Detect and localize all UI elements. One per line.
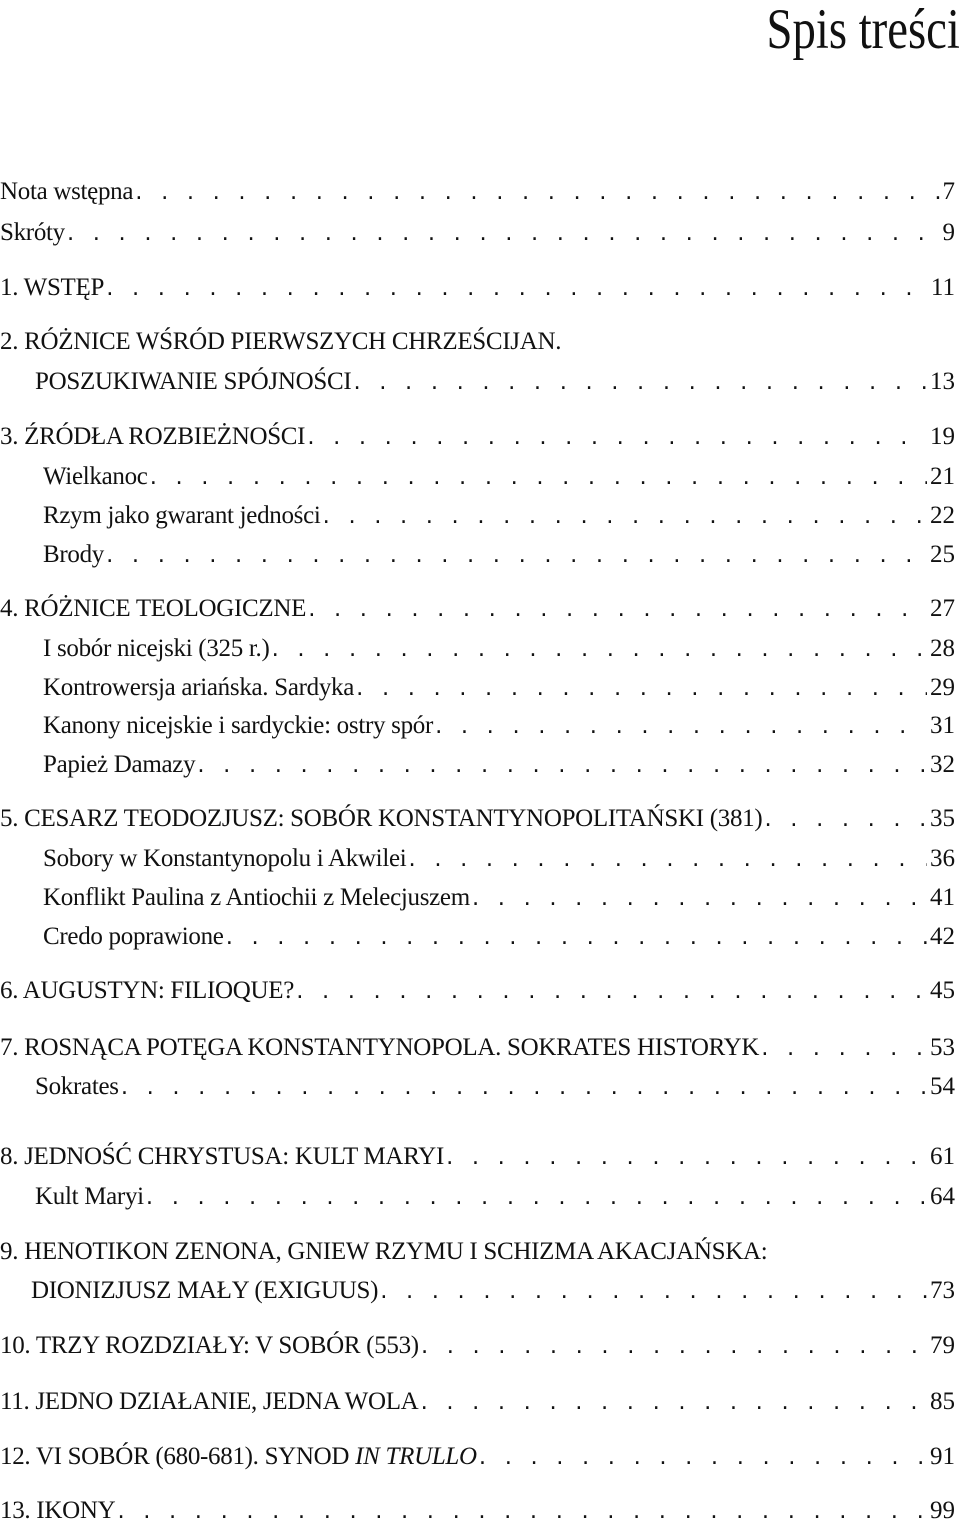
toc-page-number: 31: [930, 712, 955, 739]
toc-page-number: 64: [930, 1183, 955, 1210]
toc-entry-title: Papież Damazy: [43, 751, 196, 778]
toc-entry-title: Sobory w Konstantynopolu i Akwilei: [43, 845, 407, 872]
toc-entry-title: 10. TRZY ROZDZIAŁY: V SOBÓR (553): [0, 1332, 419, 1359]
toc-subentry-credo[interactable]: [43, 920, 955, 954]
toc-entry-skroty[interactable]: [0, 216, 955, 250]
toc-page-number: 45: [930, 977, 955, 1004]
toc-page-number: 35: [930, 805, 955, 832]
toc-subentry-sokrates[interactable]: [35, 1070, 955, 1104]
toc-entry-title: 2. RÓŻNICE WŚRÓD PIERWSZYCH CHRZEŚCIJAN.: [0, 328, 562, 355]
dot-leader: [65, 216, 940, 251]
toc-entry-title: DIONIZJUSZ MAŁY (EXIGUUS): [31, 1277, 379, 1304]
toc-entry-chapter-7[interactable]: [0, 1031, 955, 1065]
dot-leader: [133, 175, 939, 210]
toc-subentry-konflikt[interactable]: [43, 881, 955, 915]
toc-page-number: 13: [930, 368, 955, 395]
page-title: Spis treści: [766, 0, 960, 61]
toc-entry-title: Kontrowersja ariańska. Sardyka: [43, 674, 355, 701]
toc-entry-title: Nota wstępna: [0, 178, 134, 205]
dot-leader: [470, 881, 927, 916]
toc-entry-chapter-9-line-2[interactable]: [31, 1274, 955, 1308]
toc-entry-title: 9. HENOTIKON ZENONA, GNIEW RZYMU I SCHIZMA AKACJAŃSKA:: [0, 1238, 768, 1265]
dot-leader: [321, 499, 927, 534]
toc-entry-title: 3. ŹRÓDŁA ROZBIEŻNOŚCI: [0, 423, 306, 450]
toc-page-number: 19: [930, 423, 955, 450]
toc-entry-title: 1. WSTĘP: [0, 274, 105, 301]
toc-entry-chapter-5[interactable]: [0, 802, 955, 836]
toc-page-number: 73: [930, 1277, 955, 1304]
dot-leader: [270, 632, 928, 667]
toc-entry-title: 8. JEDNOŚĆ CHRYSTUSA: KULT MARYI: [0, 1143, 444, 1170]
toc-subentry-nicejski[interactable]: [43, 632, 955, 666]
toc-entry-title: Konflikt Paulina z Antiochii z Melecjuszem: [43, 884, 470, 911]
toc-entry-nota[interactable]: [0, 175, 955, 209]
toc-entry-chapter-8[interactable]: [0, 1140, 955, 1174]
toc-page-number: 28: [930, 635, 955, 662]
toc-entry-title: 12. VI SOBÓR (680-681). SYNOD IN TRULLO: [0, 1443, 477, 1470]
toc-entry-title: 7. ROSNĄCA POTĘGA KONSTANTYNOPOLA. SOKRATES HISTORYK: [0, 1034, 760, 1061]
dot-leader: [477, 1440, 927, 1475]
toc-page-number: 27: [930, 595, 955, 622]
toc-entry-title: Kanony nicejskie i sardyckie: ostry spór: [43, 712, 433, 739]
toc-page-number: 25: [930, 541, 955, 568]
toc-page-number: 41: [930, 884, 955, 911]
dot-leader: [119, 1070, 927, 1105]
dot-leader: [195, 748, 927, 783]
toc-entry-title: 4. RÓŻNICE TEOLOGICZNE: [0, 595, 307, 622]
toc-entry-chapter-12[interactable]: [0, 1440, 955, 1474]
italic-title: IN TRULLO: [355, 1443, 477, 1470]
toc-page-number: 79: [930, 1332, 955, 1359]
toc-subentry-brody[interactable]: [43, 538, 955, 572]
toc-subentry-kult-maryi[interactable]: [35, 1180, 955, 1214]
dot-leader: [762, 802, 927, 837]
toc-entry-title: Kult Maryi: [35, 1183, 144, 1210]
toc-subentry-wielkanoc[interactable]: [43, 460, 955, 494]
dot-leader: [144, 1180, 927, 1215]
dot-leader: [104, 271, 928, 306]
toc-entry-chapter-13[interactable]: [0, 1494, 955, 1528]
dot-leader: [224, 920, 927, 955]
toc-page-number: 22: [930, 502, 955, 529]
dot-leader: [306, 592, 927, 627]
dot-leader: [305, 420, 927, 455]
toc-page-number: 54: [930, 1073, 955, 1100]
dot-leader: [759, 1031, 927, 1066]
toc-subentry-arianska[interactable]: [43, 671, 955, 705]
toc-entry-chapter-9-line-1[interactable]: [0, 1235, 955, 1269]
dot-leader: [115, 1494, 927, 1529]
toc-page-number: 21: [930, 463, 955, 490]
toc-entry-chapter-10[interactable]: [0, 1329, 955, 1363]
toc-page-number: 61: [930, 1143, 955, 1170]
toc-page-number: 36: [930, 845, 955, 872]
toc-entry-title: POSZUKIWANIE SPÓJNOŚCI: [35, 368, 352, 395]
toc-entry-title: Skróty: [0, 219, 65, 246]
dot-leader: [419, 1329, 927, 1364]
toc-entry-chapter-2-line-2[interactable]: [35, 365, 955, 399]
toc-entry-chapter-2-line-1[interactable]: [0, 325, 955, 359]
toc-page-number: 53: [930, 1034, 955, 1061]
toc-page-number: 7: [942, 178, 955, 205]
toc-entry-chapter-1[interactable]: [0, 271, 955, 305]
dot-leader: [294, 974, 927, 1009]
toc-entry-title: Rzym jako gwarant jedności: [43, 502, 321, 529]
dot-leader: [433, 709, 927, 744]
toc-subentry-damazy[interactable]: [43, 748, 955, 782]
toc-subentry-kanony[interactable]: [43, 709, 955, 743]
toc-subentry-rzym[interactable]: [43, 499, 955, 533]
toc-subentry-sobory[interactable]: [43, 842, 955, 876]
toc-page-number: 11: [930, 274, 955, 301]
dot-leader: [406, 842, 927, 877]
toc-entry-title: I sobór nicejski (325 r.): [43, 635, 270, 662]
toc-page-number: 91: [930, 1443, 955, 1470]
dot-leader: [351, 365, 927, 400]
dot-leader: [104, 538, 927, 573]
dot-leader: [444, 1140, 927, 1175]
toc-entry-title: 6. AUGUSTYN: FILIOQUE?: [0, 977, 295, 1004]
toc-entry-title: 5. CESARZ TEODOZJUSZ: SOBÓR KONSTANTYNOPOLITAŃSKI (381): [0, 805, 763, 832]
toc-page-number: 29: [930, 674, 955, 701]
dot-leader: [378, 1274, 927, 1309]
toc-entry-chapter-11[interactable]: [0, 1385, 955, 1419]
toc-entry-title: Brody: [43, 541, 105, 568]
dot-leader: [418, 1385, 927, 1420]
dot-leader: [354, 671, 927, 706]
toc-entry-title: Credo poprawione: [43, 923, 224, 950]
toc-entry-chapter-3[interactable]: [0, 420, 955, 454]
toc-page-number: 9: [942, 219, 955, 246]
toc-entry-title: 13. IKONY: [0, 1497, 116, 1524]
toc-page-number: 32: [930, 751, 955, 778]
dot-leader: [148, 460, 927, 495]
toc-entry-chapter-6[interactable]: [0, 974, 955, 1008]
toc-entry-chapter-4[interactable]: [0, 592, 955, 626]
toc-entry-title: Wielkanoc: [43, 463, 148, 490]
toc-page-number: 85: [930, 1388, 955, 1415]
toc-page-number: 99: [930, 1497, 955, 1524]
toc-entry-title: 11. JEDNO DZIAŁANIE, JEDNA WOLA: [0, 1388, 419, 1415]
toc-page-number: 42: [930, 923, 955, 950]
toc-entry-title: Sokrates: [35, 1073, 119, 1100]
